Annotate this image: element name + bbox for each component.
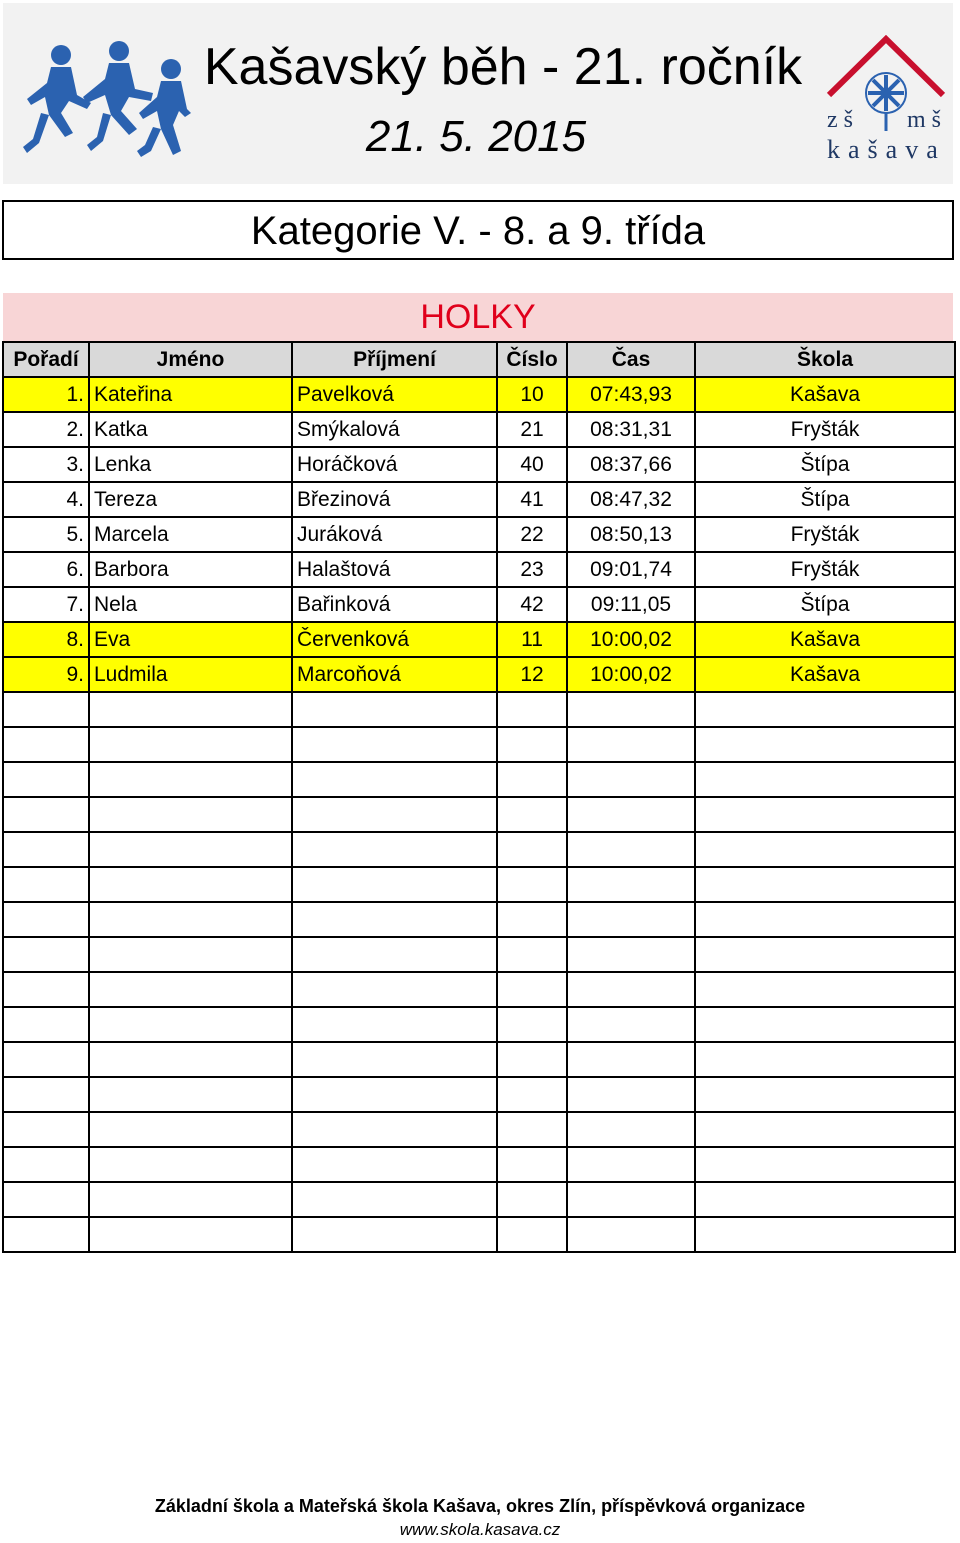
cell-last: Horáčková <box>292 447 497 482</box>
empty-cell <box>89 1042 292 1077</box>
school-logo <box>821 35 951 165</box>
group-label: HOLKY <box>3 293 953 341</box>
empty-cell <box>567 972 695 1007</box>
cell-time: 08:47,32 <box>567 482 695 517</box>
cell-time: 07:43,93 <box>567 377 695 412</box>
cell-num: 23 <box>497 552 567 587</box>
empty-cell <box>292 692 497 727</box>
event-date: 21. 5. 2015 <box>365 112 587 161</box>
empty-cell <box>497 1007 567 1042</box>
empty-cell <box>695 1182 955 1217</box>
cell-rank: 9. <box>3 657 89 692</box>
empty-cell <box>695 1007 955 1042</box>
empty-cell <box>292 902 497 937</box>
empty-cell <box>695 1077 955 1112</box>
cell-rank: 8. <box>3 622 89 657</box>
cell-time: 09:11,05 <box>567 587 695 622</box>
empty-table-row <box>3 902 955 937</box>
empty-cell <box>695 1217 955 1252</box>
empty-cell <box>695 1112 955 1147</box>
empty-cell <box>497 1147 567 1182</box>
empty-cell <box>89 727 292 762</box>
empty-cell <box>3 1147 89 1182</box>
empty-table-row <box>3 1147 955 1182</box>
cell-school: Kašava <box>695 622 955 657</box>
empty-cell <box>292 762 497 797</box>
cell-num: 10 <box>497 377 567 412</box>
empty-table-row <box>3 1042 955 1077</box>
table-row <box>3 482 955 517</box>
empty-cell <box>567 1217 695 1252</box>
empty-table-row <box>3 972 955 1007</box>
cell-num: 21 <box>497 412 567 447</box>
empty-cell <box>497 867 567 902</box>
empty-cell <box>292 972 497 1007</box>
empty-cell <box>695 937 955 972</box>
empty-cell <box>89 797 292 832</box>
cell-last: Juráková <box>292 517 497 552</box>
empty-cell <box>695 902 955 937</box>
cell-num: 22 <box>497 517 567 552</box>
empty-table-row <box>3 1112 955 1147</box>
empty-cell <box>89 1077 292 1112</box>
column-header-last-name: Příjmení <box>292 342 497 377</box>
cell-school: Štípa <box>695 482 955 517</box>
empty-cell <box>567 1147 695 1182</box>
cell-first: Lenka <box>89 447 292 482</box>
empty-cell <box>567 1077 695 1112</box>
empty-cell <box>292 1182 497 1217</box>
empty-cell <box>3 832 89 867</box>
empty-cell <box>292 1217 497 1252</box>
empty-cell <box>3 902 89 937</box>
empty-cell <box>497 972 567 1007</box>
cell-last: Bařinková <box>292 587 497 622</box>
empty-cell <box>89 867 292 902</box>
empty-cell <box>3 972 89 1007</box>
empty-cell <box>89 1182 292 1217</box>
empty-cell <box>3 937 89 972</box>
column-header-rank: Pořadí <box>3 342 89 377</box>
empty-cell <box>89 1217 292 1252</box>
cell-last: Smýkalová <box>292 412 497 447</box>
empty-cell <box>497 762 567 797</box>
empty-cell <box>497 1077 567 1112</box>
empty-cell <box>292 797 497 832</box>
empty-cell <box>89 762 292 797</box>
cell-school: Fryšták <box>695 517 955 552</box>
empty-cell <box>3 1077 89 1112</box>
cell-rank: 7. <box>3 587 89 622</box>
empty-cell <box>89 1112 292 1147</box>
empty-cell <box>292 937 497 972</box>
results-table <box>2 341 956 1253</box>
table-row <box>3 657 955 692</box>
cell-last: Halaštová <box>292 552 497 587</box>
cell-first: Barbora <box>89 552 292 587</box>
table-row <box>3 517 955 552</box>
empty-cell <box>89 902 292 937</box>
cell-last: Červenková <box>292 622 497 657</box>
cell-first: Tereza <box>89 482 292 517</box>
empty-cell <box>292 1147 497 1182</box>
empty-cell <box>497 902 567 937</box>
column-header-first-name: Jméno <box>89 342 292 377</box>
table-header-row <box>3 342 955 377</box>
empty-table-row <box>3 937 955 972</box>
column-header-time: Čas <box>567 342 695 377</box>
empty-cell <box>3 1182 89 1217</box>
empty-cell <box>567 937 695 972</box>
table-row <box>3 552 955 587</box>
empty-cell <box>3 867 89 902</box>
cell-first: Marcela <box>89 517 292 552</box>
cell-num: 12 <box>497 657 567 692</box>
cell-rank: 4. <box>3 482 89 517</box>
footer-organization: Základní škola a Mateřská škola Kašava, okres Zlín, příspěvková organizace <box>154 1496 806 1516</box>
empty-cell <box>292 1112 497 1147</box>
page-header <box>3 3 953 184</box>
cell-rank: 5. <box>3 517 89 552</box>
empty-cell <box>497 1112 567 1147</box>
empty-cell <box>497 797 567 832</box>
empty-cell <box>3 1217 89 1252</box>
cell-time: 10:00,02 <box>567 622 695 657</box>
cell-last: Březinová <box>292 482 497 517</box>
empty-cell <box>3 692 89 727</box>
cell-time: 08:31,31 <box>567 412 695 447</box>
cell-school: Fryšták <box>695 552 955 587</box>
cell-school: Štípa <box>695 587 955 622</box>
empty-cell <box>3 1007 89 1042</box>
empty-table-row <box>3 692 955 727</box>
empty-cell <box>695 797 955 832</box>
empty-table-row <box>3 797 955 832</box>
empty-cell <box>567 797 695 832</box>
cell-num: 42 <box>497 587 567 622</box>
cell-rank: 3. <box>3 447 89 482</box>
category-title: Kategorie V. - 8. a 9. třída <box>2 200 954 260</box>
empty-table-row <box>3 1077 955 1112</box>
empty-cell <box>497 692 567 727</box>
cell-school: Štípa <box>695 447 955 482</box>
cell-first: Kateřina <box>89 377 292 412</box>
empty-cell <box>497 832 567 867</box>
empty-cell <box>567 867 695 902</box>
empty-cell <box>567 1112 695 1147</box>
cell-num: 41 <box>497 482 567 517</box>
footer-website: www.skola.kasava.cz <box>399 1520 561 1539</box>
empty-cell <box>497 1217 567 1252</box>
empty-cell <box>497 727 567 762</box>
empty-cell <box>695 727 955 762</box>
logo-bottom-text: kašava <box>827 135 946 164</box>
empty-table-row <box>3 1007 955 1042</box>
empty-cell <box>695 832 955 867</box>
table-row <box>3 377 955 412</box>
cell-rank: 2. <box>3 412 89 447</box>
empty-cell <box>567 727 695 762</box>
empty-table-row <box>3 1182 955 1217</box>
empty-cell <box>89 692 292 727</box>
cell-last: Pavelková <box>292 377 497 412</box>
page-title: Kašavský běh - 21. ročník <box>203 38 803 96</box>
cell-last: Marcoňová <box>292 657 497 692</box>
empty-table-row <box>3 762 955 797</box>
empty-cell <box>292 727 497 762</box>
empty-table-row <box>3 832 955 867</box>
empty-cell <box>89 832 292 867</box>
cell-first: Nela <box>89 587 292 622</box>
table-row <box>3 587 955 622</box>
empty-cell <box>89 972 292 1007</box>
cell-time: 08:50,13 <box>567 517 695 552</box>
empty-cell <box>567 762 695 797</box>
cell-school: Kašava <box>695 657 955 692</box>
empty-cell <box>3 762 89 797</box>
empty-cell <box>89 1147 292 1182</box>
empty-table-row <box>3 1217 955 1252</box>
empty-cell <box>3 1112 89 1147</box>
column-header-school: Škola <box>695 342 955 377</box>
empty-cell <box>497 1182 567 1217</box>
cell-num: 11 <box>497 622 567 657</box>
empty-cell <box>567 1042 695 1077</box>
empty-cell <box>695 762 955 797</box>
empty-cell <box>497 1042 567 1077</box>
cell-time: 08:37,66 <box>567 447 695 482</box>
empty-cell <box>292 867 497 902</box>
empty-cell <box>292 1042 497 1077</box>
cell-first: Eva <box>89 622 292 657</box>
table-row <box>3 447 955 482</box>
cell-first: Katka <box>89 412 292 447</box>
cell-first: Ludmila <box>89 657 292 692</box>
empty-cell <box>567 1007 695 1042</box>
empty-cell <box>292 832 497 867</box>
empty-cell <box>567 1182 695 1217</box>
empty-cell <box>695 867 955 902</box>
empty-cell <box>567 832 695 867</box>
empty-table-row <box>3 727 955 762</box>
cell-school: Kašava <box>695 377 955 412</box>
empty-table-row <box>3 867 955 902</box>
cell-rank: 6. <box>3 552 89 587</box>
cell-time: 10:00,02 <box>567 657 695 692</box>
cell-num: 40 <box>497 447 567 482</box>
empty-cell <box>3 727 89 762</box>
empty-cell <box>89 937 292 972</box>
table-row <box>3 412 955 447</box>
empty-cell <box>3 1042 89 1077</box>
cell-time: 09:01,74 <box>567 552 695 587</box>
empty-cell <box>567 692 695 727</box>
empty-cell <box>89 1007 292 1042</box>
empty-cell <box>695 1147 955 1182</box>
cell-school: Fryšták <box>695 412 955 447</box>
logo-right-text: mš <box>907 107 948 133</box>
cell-rank: 1. <box>3 377 89 412</box>
empty-cell <box>695 692 955 727</box>
empty-cell <box>497 937 567 972</box>
column-header-number: Číslo <box>497 342 567 377</box>
empty-cell <box>3 797 89 832</box>
empty-cell <box>292 1077 497 1112</box>
logo-left-text: zš <box>827 107 859 133</box>
table-row <box>3 622 955 657</box>
page-footer <box>0 1494 960 1542</box>
empty-cell <box>292 1007 497 1042</box>
empty-cell <box>567 902 695 937</box>
empty-cell <box>695 972 955 1007</box>
empty-cell <box>695 1042 955 1077</box>
